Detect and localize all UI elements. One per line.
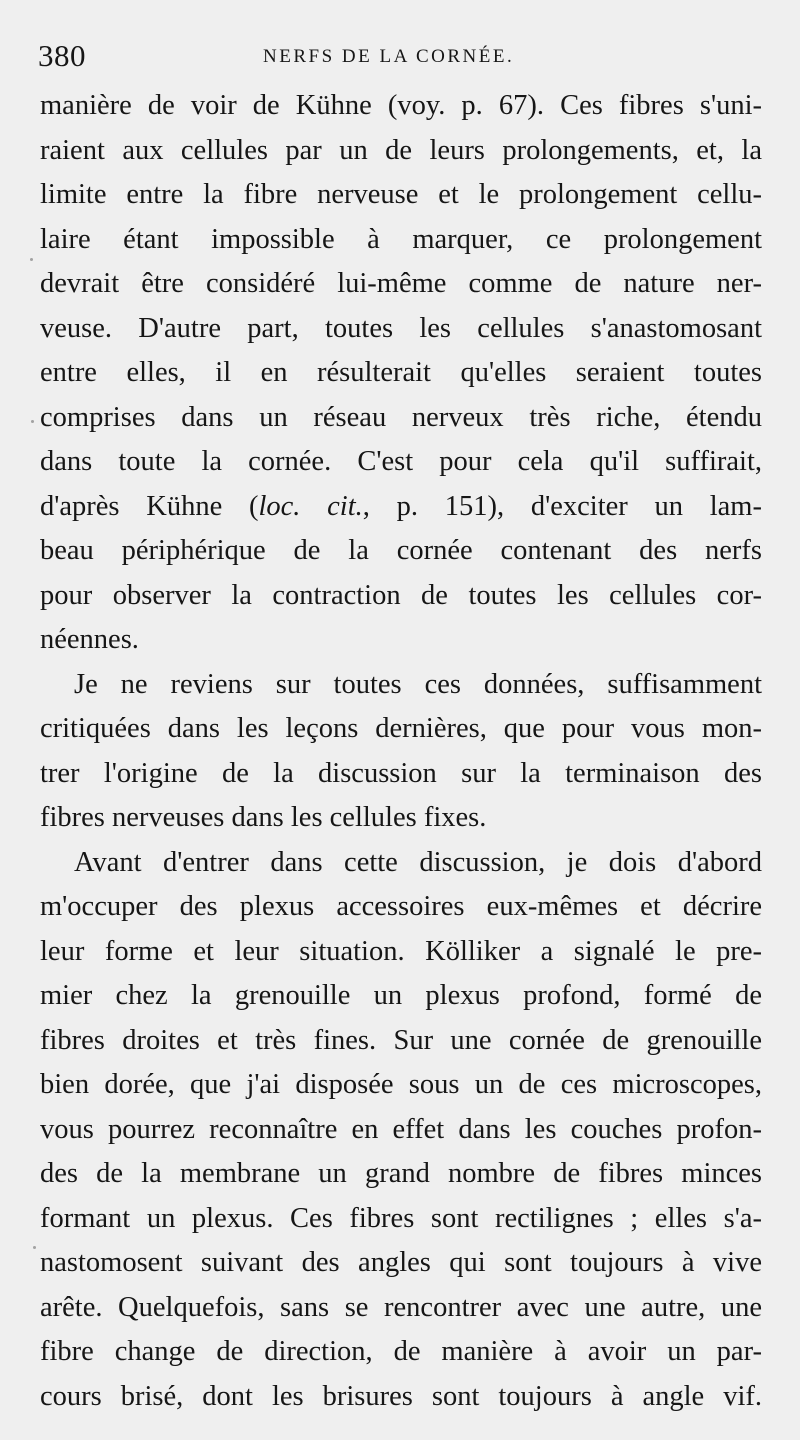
- text-line: trer l'origine de la discussion sur la terminaison des: [40, 757, 762, 789]
- citation-italic: loc. cit.: [258, 490, 363, 522]
- text-line-paragraph-end: néennes.: [40, 624, 139, 655]
- text-line: arête. Quelquefois, sans se rencontrer avec une autre, une: [40, 1291, 762, 1323]
- text-line-citation: [40, 485, 762, 530]
- text-line: laire étant impossible à marquer, ce prolongement: [40, 223, 762, 255]
- print-speck: [30, 258, 33, 261]
- text-line-paragraph-end: fibres nerveuses dans les cellules fixes.: [40, 802, 487, 833]
- text-line: vous pourrez reconnaître en effet dans les couches profon-: [40, 1113, 762, 1145]
- running-head: NERFS DE LA CORNÉE.: [263, 46, 515, 67]
- text-line: m'occuper des plexus accessoires eux-mêmes et décrire: [40, 891, 762, 922]
- print-speck: [33, 1246, 36, 1249]
- text-line: veuse. D'autre part, toutes les cellules s'anastomosant: [40, 312, 762, 344]
- print-speck: [31, 420, 34, 423]
- text-line: des de la membrane un grand nombre de fibres minces: [40, 1158, 762, 1189]
- text-line: beau périphérique de la cornée contenant des nerfs: [40, 535, 762, 566]
- text-line: critiquées dans les leçons dernières, que pour vous mon-: [40, 713, 762, 744]
- text-line: formant un plexus. Ces fibres sont rectilignes ; elles s'a-: [40, 1202, 762, 1234]
- body-text: [40, 84, 762, 1419]
- text-line: comprises dans un réseau nerveux très riche, étendu: [40, 401, 762, 433]
- text-line: devrait être considéré lui-même comme de nature ner-: [40, 268, 762, 299]
- text-line-paragraph-start: Avant d'entrer dans cette discussion, je dois d'abord: [74, 846, 762, 878]
- text-line-paragraph-start: Je ne reviens sur toutes ces données, suffisamment: [74, 668, 762, 700]
- text-line: raient aux cellules par un de leurs prolongements, et, la: [40, 134, 762, 166]
- text-line: leur forme et leur situation. Kölliker a signalé le pre-: [40, 935, 762, 967]
- text-line: nastomosent suivant des angles qui sont toujours à vive: [40, 1247, 762, 1278]
- text-line: pour observer la contraction de toutes les cellules cor-: [40, 579, 762, 611]
- text-line: bien dorée, que j'ai disposée sous un de ces microscopes,: [40, 1069, 762, 1100]
- text-line: fibre change de direction, de manière à avoir un par-: [40, 1336, 762, 1367]
- text-line: fibres droites et très fines. Sur une cornée de grenouille: [40, 1024, 762, 1056]
- text-line: cours brisé, dont les brisures sont toujours à angle vif.: [40, 1380, 762, 1412]
- text-line: entre elles, il en résulterait qu'elles seraient toutes: [40, 357, 762, 388]
- page-header: [38, 36, 778, 76]
- citation-tail: , p. 151), d'exciter un lam-: [362, 490, 762, 522]
- text-line: dans toute la cornée. C'est pour cela qu'il suffirait,: [40, 446, 762, 477]
- text-line: manière de voir de Kühne (voy. p. 67). Ces fibres s'uni-: [40, 90, 762, 121]
- text-line: limite entre la fibre nerveuse et le prolongement cellu-: [40, 179, 762, 210]
- page-number: 380: [38, 38, 86, 73]
- text-line: mier chez la grenouille un plexus profond, formé de: [40, 980, 762, 1011]
- citation-lead: d'après Kühne (: [40, 490, 259, 522]
